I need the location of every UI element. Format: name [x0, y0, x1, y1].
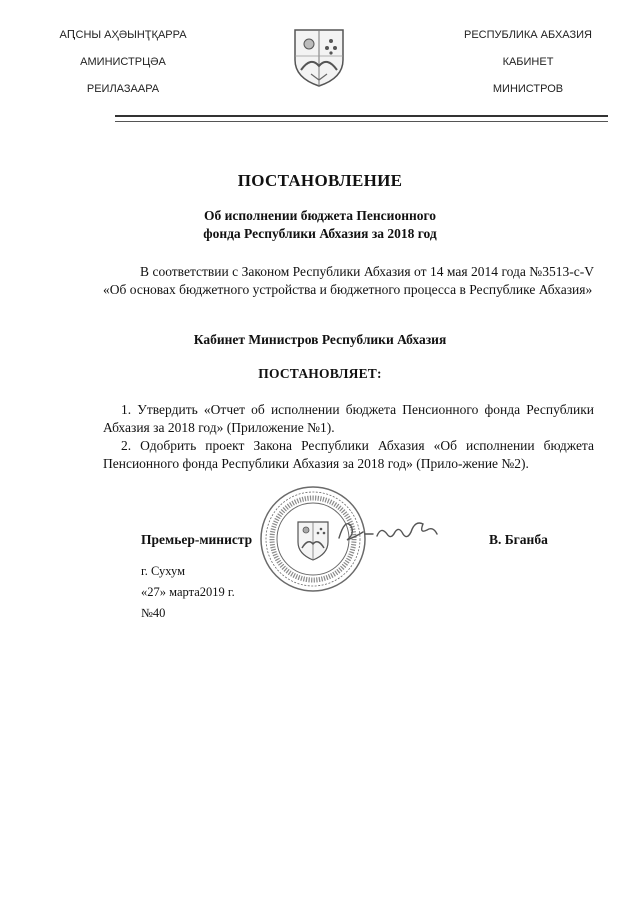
header-right-block: [448, 30, 608, 111]
header-right-line-2: КАБИНЕТ: [502, 56, 554, 68]
header-left-line-1: АԤСНЫ АҲӘЫНҬҚАРРА: [59, 29, 187, 41]
header-left-line-2: АМИНИСТРЦӘА: [80, 56, 166, 68]
subtitle-line-1: Об исполнении бюджета Пенсионного: [203, 208, 437, 223]
issuer-heading: Кабинет Министров Республики Абхазия: [193, 332, 447, 347]
issue-date: «27» марта2019 г.: [141, 585, 235, 599]
decree-item-2: 2. Одобрить проект Закона Республики Абхазия «Об исполнении бюджета Пенсионного фонда Республики Абхазия за 2018 год» (Прило-жение №2).: [103, 438, 594, 471]
header-divider-thick: [115, 115, 608, 117]
header-divider-thin: [115, 121, 608, 122]
header-left-line-3: РЕИЛАЗААРА: [86, 83, 160, 95]
state-emblem-icon: [289, 26, 349, 88]
preamble-paragraph: В соответствии с Законом Республики Абхазия от 14 мая 2014 года №3513-с-V «Об основах бюджетного устройства и бюджетного процесса в Республике Абхазия»: [103, 264, 594, 297]
document-title: ПОСТАНОВЛЕНИЕ: [237, 171, 403, 190]
subtitle-line-2: фонда Республики Абхазия за 2018 год: [203, 226, 437, 241]
issue-city: г. Сухум: [141, 564, 186, 578]
header-right-line-3: МИНИСТРОВ: [492, 83, 564, 95]
decree-item-1: 1. Утвердить «Отчет об исполнении бюджета Пенсионного фонда Республики Абхазия за 2018 год» (Приложение №1).: [103, 402, 594, 435]
document-number: №40: [141, 606, 166, 620]
signatory-name: В. Бганба: [489, 532, 548, 547]
decree-heading: ПОСТАНОВЛЯЕТ:: [258, 366, 382, 381]
signatory-title: Премьер-министр: [141, 532, 253, 547]
handwritten-signature: [335, 512, 445, 552]
header-left-block: [48, 30, 198, 111]
header-right-line-1: РЕСПУБЛИКА АБХАЗИЯ: [463, 29, 592, 41]
document-subtitle: [0, 207, 640, 243]
